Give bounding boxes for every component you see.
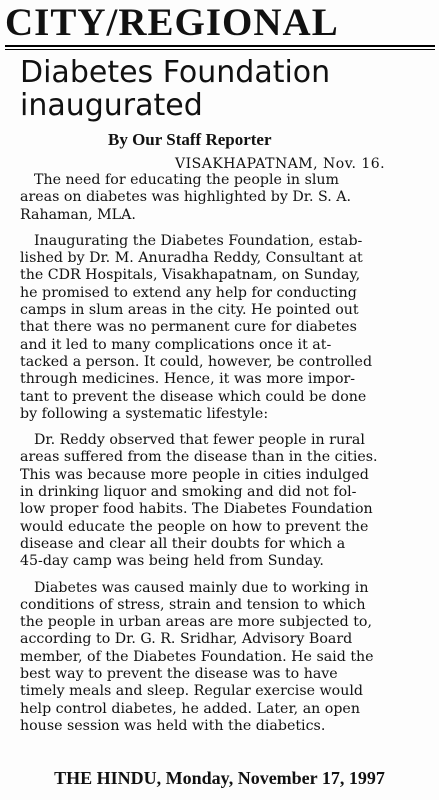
article-paragraph: Dr. Reddy observed that fewer people in rural areas suffered from the disease than in the cities. This was because more people in cities indulged in drinking liquor and smoking and did not fol- low proper food habits. The Diabetes Foundation would educate the people on how to prevent the disease and clear all their doubts for which a 45-day camp was being held from Sunday. [20, 432, 378, 570]
section-title: CITY/REGIONAL [5, 1, 339, 44]
publication-credit: THE HINDU, Monday, November 17, 1997 [54, 768, 385, 788]
section-rule-thick [5, 45, 435, 47]
article-dateline: VISAKHAPATNAM, Nov. 16. [175, 156, 386, 172]
section-rule-thin [5, 49, 435, 50]
article-byline: By Our Staff Reporter [108, 130, 272, 149]
article-body [20, 172, 430, 744]
article-paragraph: Diabetes was caused mainly due to working in conditions of stress, strain and tension to which the people in urban areas are more subjected to, according to Dr. G. R. Sridhar, Advisory Board member, of the Diabetes Foundation. He said the best way to prevent the disease was to have timely meals and sleep. Regular exercise would help control diabetes, he added. Later, an open house session was held with the diabetics. [20, 579, 374, 734]
article-paragraph: Inaugurating the Diabetes Foundation, estab- lished by Dr. M. Anuradha Reddy, Consultant at the CDR Hospitals, Visakhapatnam, on Sunday, he promised to extend any help for conducting camps in slum areas in the city. He pointed out that there was no permanent cure for diabetes and it led to many complications once it at- tacked a person. It could, however, be controlled through medicines. Hence, it was more impor- tant to prevent the disease which could be done by following a systematic lifestyle: [20, 232, 373, 422]
article-headline: Diabetes Foundation inaugurated [20, 55, 331, 123]
article-paragraph: The need for educating the people in slum areas on diabetes was highlighted by Dr. S. A. Rahaman, MLA. [20, 172, 352, 223]
